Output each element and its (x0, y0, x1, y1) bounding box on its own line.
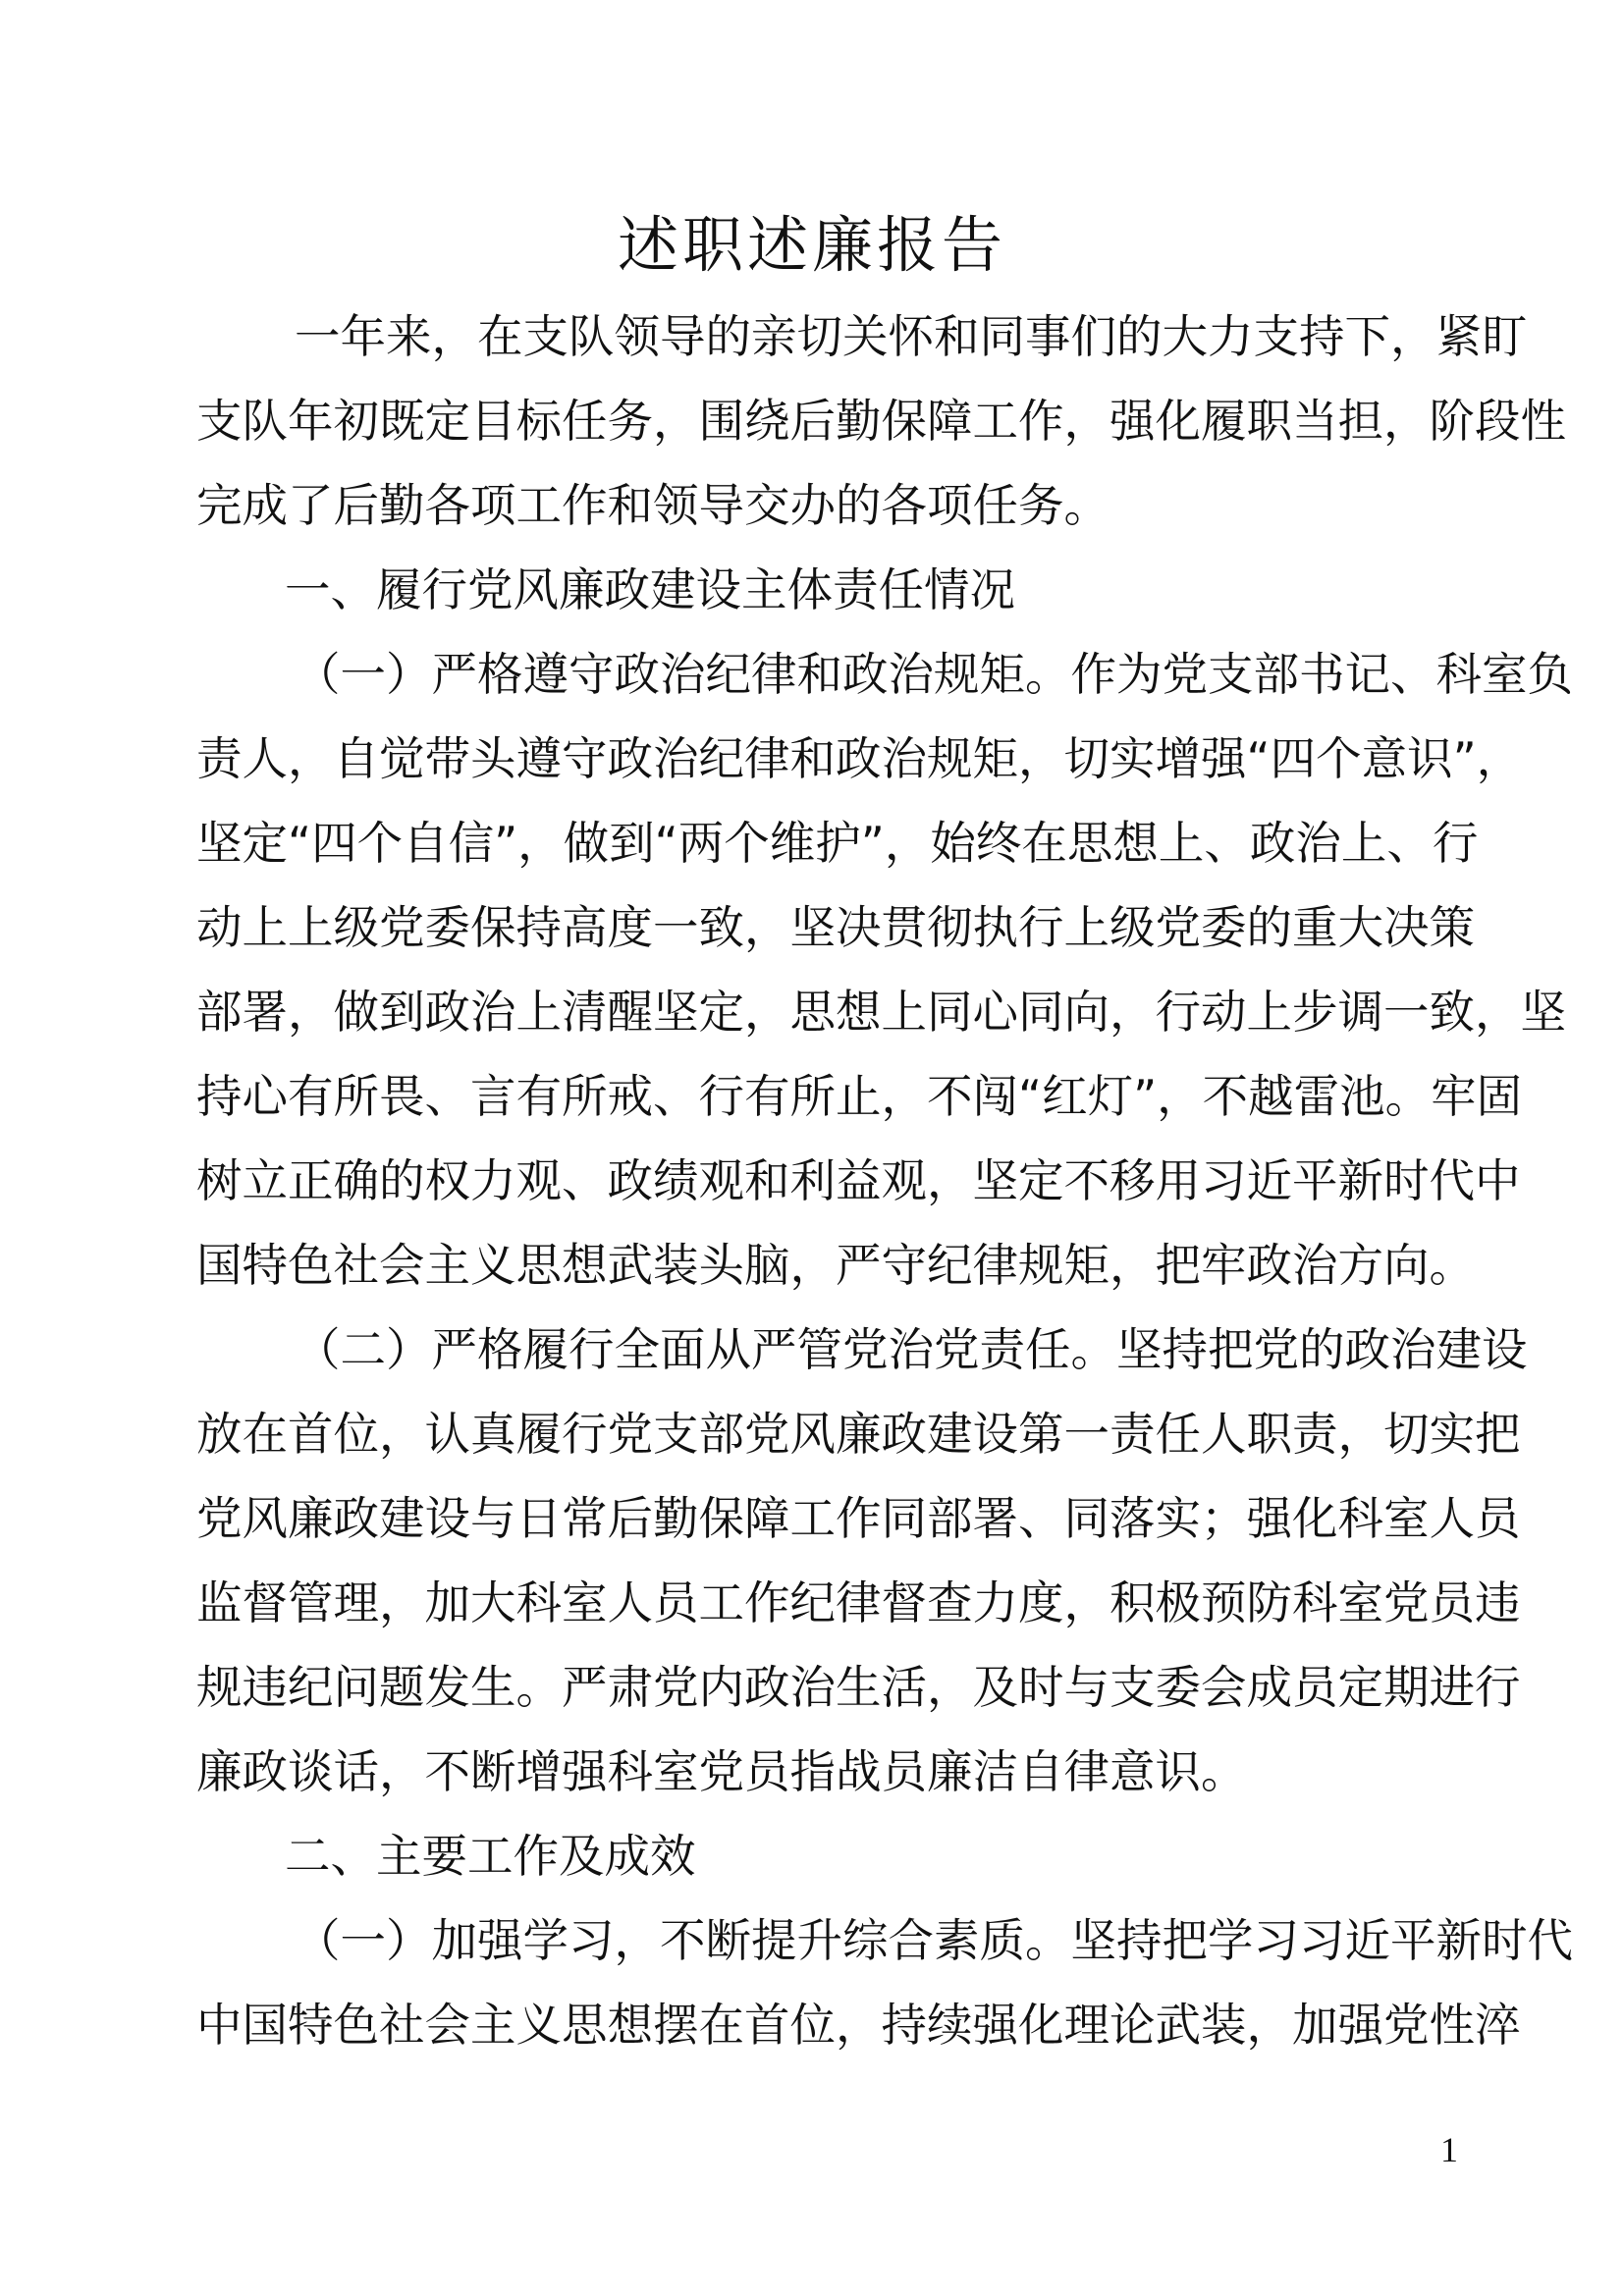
paragraph-3-line-2: 放在首位，认真履行党支部党风廉政建设第一责任人职责，切实把 (196, 1408, 1521, 1461)
paragraph-2-line-5: 部署，做到政治上清醒坚定，思想上同心同向，行动上步调一致，坚 (196, 986, 1566, 1039)
paragraph-3-line-6: 廉政谈话，不断增强科室党员指战员廉洁自律意识。 (196, 1745, 1247, 1798)
paragraph-2-line-3: 坚定“四个自信”，做到“两个维护”，始终在思想上、政治上、行 (196, 817, 1479, 870)
paragraph-3-line-4: 监督管理，加大科室人员工作纪律督查力度，积极预防科室党员违 (196, 1576, 1521, 1629)
page-number: 1 (1440, 2130, 1458, 2169)
section-heading-1: 一、履行党风廉政建设主体责任情况 (285, 563, 1015, 616)
paragraph-2-line-8: 国特色社会主义思想武装头脑，严守纪律规矩，把牢政治方向。 (196, 1239, 1475, 1292)
paragraph-1-line-2: 支队年初既定目标任务，围绕后勤保障工作，强化履职当担，阶段性 (196, 395, 1566, 448)
paragraph-2-line-7: 树立正确的权力观、政绩观和利益观，坚定不移用习近平新时代中 (196, 1154, 1521, 1207)
document-body (196, 294, 1573, 2067)
section-heading-2: 二、主要工作及成效 (285, 1830, 696, 1883)
paragraph-1-line-3: 完成了后勤各项工作和领导交办的各项任务。 (196, 479, 1110, 532)
paragraph-2-line-6: 持心有所畏、言有所戒、行有所止，不闯“红灯”，不越雷池。牢固 (196, 1070, 1523, 1123)
paragraph-2-line-1: （一）严格遵守政治纪律和政治规矩。作为党支部书记、科室负 (295, 648, 1573, 701)
document-title: 述职述廉报告 (617, 209, 1006, 281)
paragraph-3-line-3: 党风廉政建设与日常后勤保障工作同部署、同落实；强化科室人员 (196, 1492, 1521, 1545)
paragraph-4-line-1: （一）加强学习，不断提升综合素质。坚持把学习习近平新时代 (295, 1914, 1573, 1967)
paragraph-3-line-1: （二）严格履行全面从严管党治党责任。坚持把党的政治建设 (295, 1323, 1528, 1376)
paragraph-3-line-5: 规违纪问题发生。严肃党内政治生活，及时与支委会成员定期进行 (196, 1661, 1521, 1714)
paragraph-1-line-1: 一年来，在支队领导的亲切关怀和同事们的大力支持下，紧盯 (295, 310, 1528, 363)
paragraph-2-line-2: 责人，自觉带头遵守政治纪律和政治规矩，切实增强“四个意识”， (196, 732, 1523, 785)
paragraph-2-line-4: 动上上级党委保持高度一致，坚决贯彻执行上级党委的重大决策 (196, 901, 1475, 954)
paragraph-4-line-2: 中国特色社会主义思想摆在首位，持续强化理论武装，加强党性淬 (196, 1999, 1521, 2052)
